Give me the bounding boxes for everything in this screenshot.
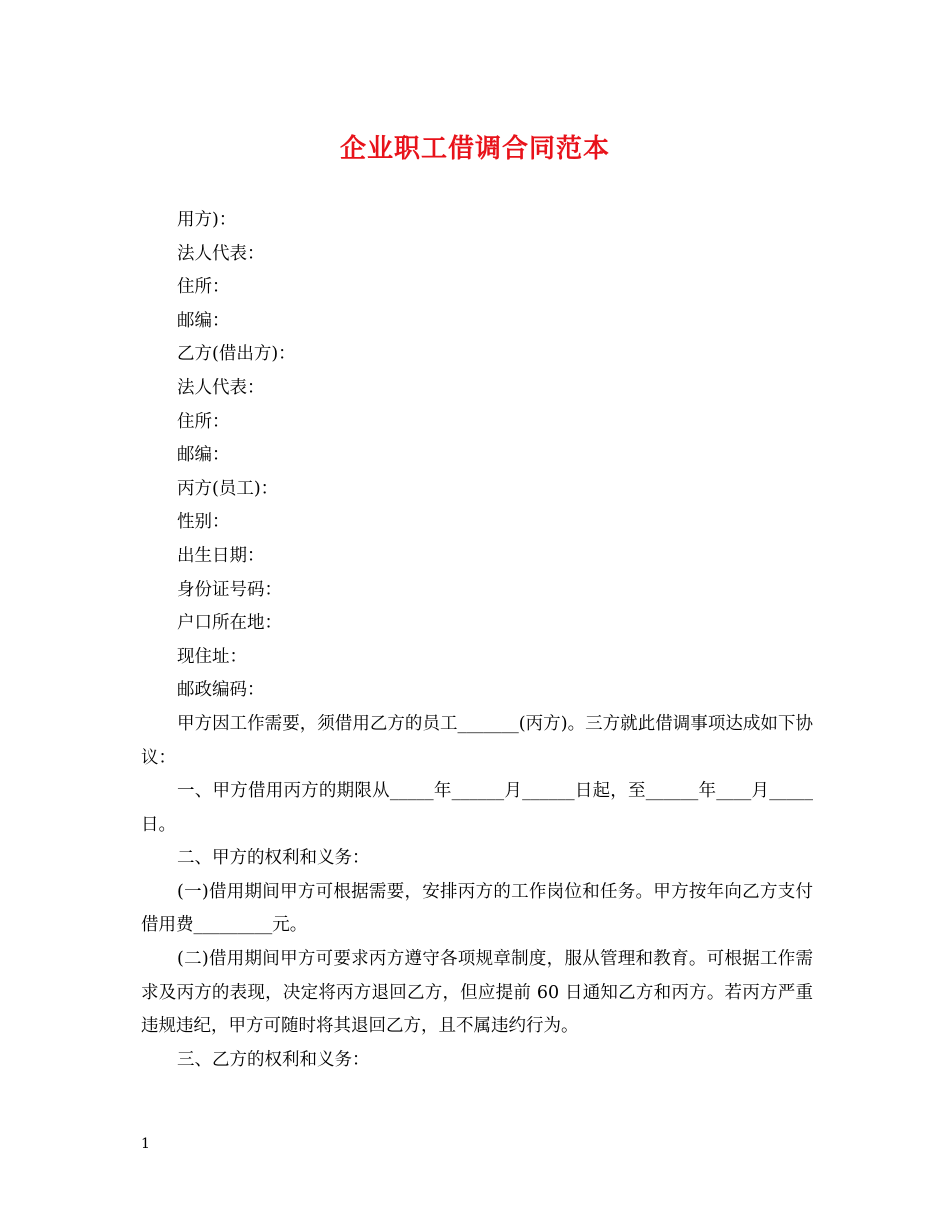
field-line: 性别： — [177, 512, 230, 533]
field-line: 邮编： — [177, 310, 230, 331]
paragraph: (二)借用期间甲方可要求丙方遵守各项规章制度，服从管理和教育。可根据工作需求及丙方的表现，决定将丙方退回乙方，但应提前 60 日通知乙方和丙方。若丙方严重违规违纪，甲方可随时将其退回乙方，且不属违约行为。 — [141, 949, 813, 1037]
field-line: 身份证号码： — [177, 579, 282, 600]
paragraph: 甲方因工作需要，须借用乙方的员工_______(丙方)。三方就此借调事项达成如下协议： — [141, 713, 813, 768]
section-heading: 二、甲方的权利和义务： — [177, 848, 370, 869]
field-line: 法人代表： — [177, 243, 265, 264]
field-line: 户口所在地： — [177, 613, 282, 634]
field-line: 出生日期： — [177, 545, 265, 566]
document-body — [141, 204, 813, 1077]
field-line: 住所： — [177, 277, 230, 298]
section-heading: 三、乙方的权利和义务： — [177, 1049, 370, 1070]
field-line: 用方)： — [177, 210, 237, 230]
paragraph: 一、甲方借用丙方的期限从_____年______月______日起，至______年____月_____日。 — [141, 781, 813, 835]
paragraph: (一)借用期间甲方可根据需要，安排丙方的工作岗位和任务。甲方按年向乙方支付借用费_________元。 — [141, 881, 813, 936]
page-number: 1 — [141, 1136, 150, 1152]
field-line: 法人代表： — [177, 377, 265, 398]
field-line: 现住址： — [177, 646, 247, 667]
document-title: 企业职工借调合同范本 — [339, 134, 610, 164]
field-line: 住所： — [177, 411, 230, 432]
field-line: 邮政编码： — [177, 680, 265, 701]
field-line: 邮编： — [177, 445, 230, 466]
field-line: 乙方(借出方)： — [177, 344, 296, 365]
field-line: 丙方(员工)： — [177, 478, 279, 499]
